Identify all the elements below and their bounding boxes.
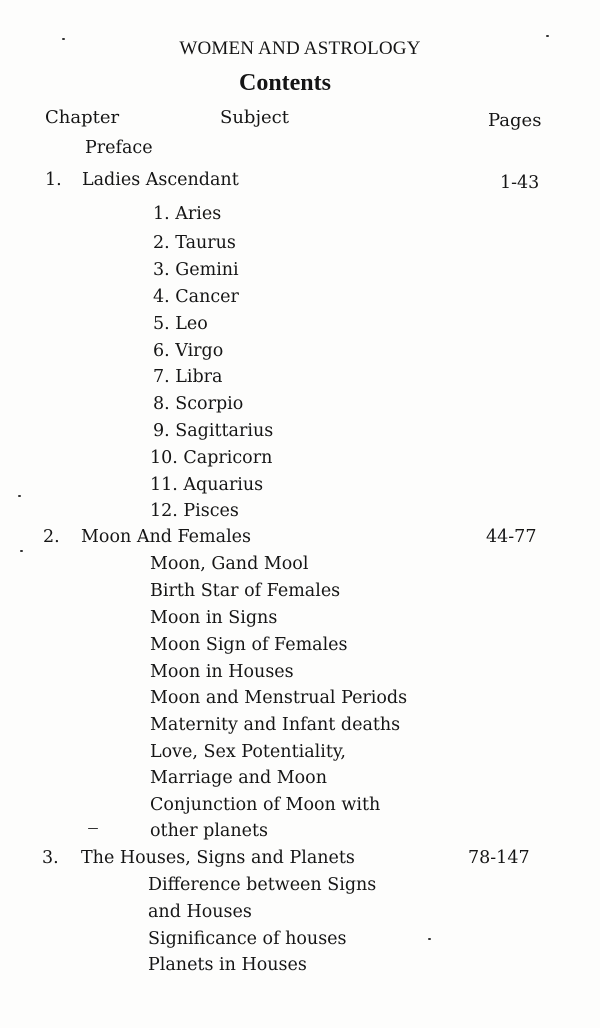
subject-label: 1. Aries [153,204,222,224]
subject-label: Significance of houses [148,929,347,949]
chapter-number: 2. [43,527,60,547]
scan-speck [18,495,21,497]
chapter-title: Moon And Females [81,527,252,547]
subject-label: 7. Libra [153,367,223,387]
subject-label: 3. Gemini [153,260,239,280]
subject-label: 5. Leo [153,314,208,334]
subject-label: 12. Pisces [150,501,239,521]
chapter-pages: 78-147 [468,848,530,868]
scan-speck [546,35,549,37]
subject-label: Moon, Gand Mool [150,554,309,574]
scan-speck [88,828,98,829]
scan-speck [20,550,23,552]
chapter-number: 3. [42,848,59,868]
subject-label: 11. Aquarius [150,475,264,495]
subject-label: Conjunction of Moon with [150,795,381,815]
subject-label: Moon in Houses [150,662,294,682]
book-title: WOMEN AND ASTROLOGY [179,38,421,59]
subject-label: 8. Scorpio [153,394,244,414]
column-header-subject: Subject [220,107,289,128]
subject-label: Difference between Signs [148,875,377,895]
scan-speck [62,38,65,40]
column-header-chapter: Chapter [45,107,120,128]
subject-label: 4. Cancer [153,287,239,307]
chapter-title: The Houses, Signs and Planets [81,848,355,868]
chapter-number: 1. [45,170,62,190]
subject-label: Moon and Menstrual Periods [150,688,408,708]
scan-speck [428,938,431,940]
subject-label: 6. Virgo [153,341,224,361]
subject-label: 9. Sagittarius [153,421,274,441]
subject-label: Birth Star of Females [150,581,341,601]
chapter-title: Ladies Ascendant [82,170,239,190]
contents-heading: Contents [238,70,331,96]
subject-label: Love, Sex Potentiality, [150,742,346,762]
chapter-pages: 44-77 [486,527,537,547]
subject-label: Maternity and Infant deaths [150,715,401,735]
subject-label: Planets in Houses [148,955,307,975]
subject-label: Marriage and Moon [150,768,327,788]
subject-label: and Houses [148,902,252,922]
subject-label: 10. Capricorn [150,448,273,468]
chapter-pages: 1-43 [500,173,540,193]
subject-label: other planets [150,821,268,841]
preface-label: Preface [85,138,153,158]
subject-label: 2. Taurus [153,233,236,253]
column-header-pages: Pages [488,110,542,131]
subject-label: Moon Sign of Females [150,635,348,655]
subject-label: Moon in Signs [150,608,278,628]
